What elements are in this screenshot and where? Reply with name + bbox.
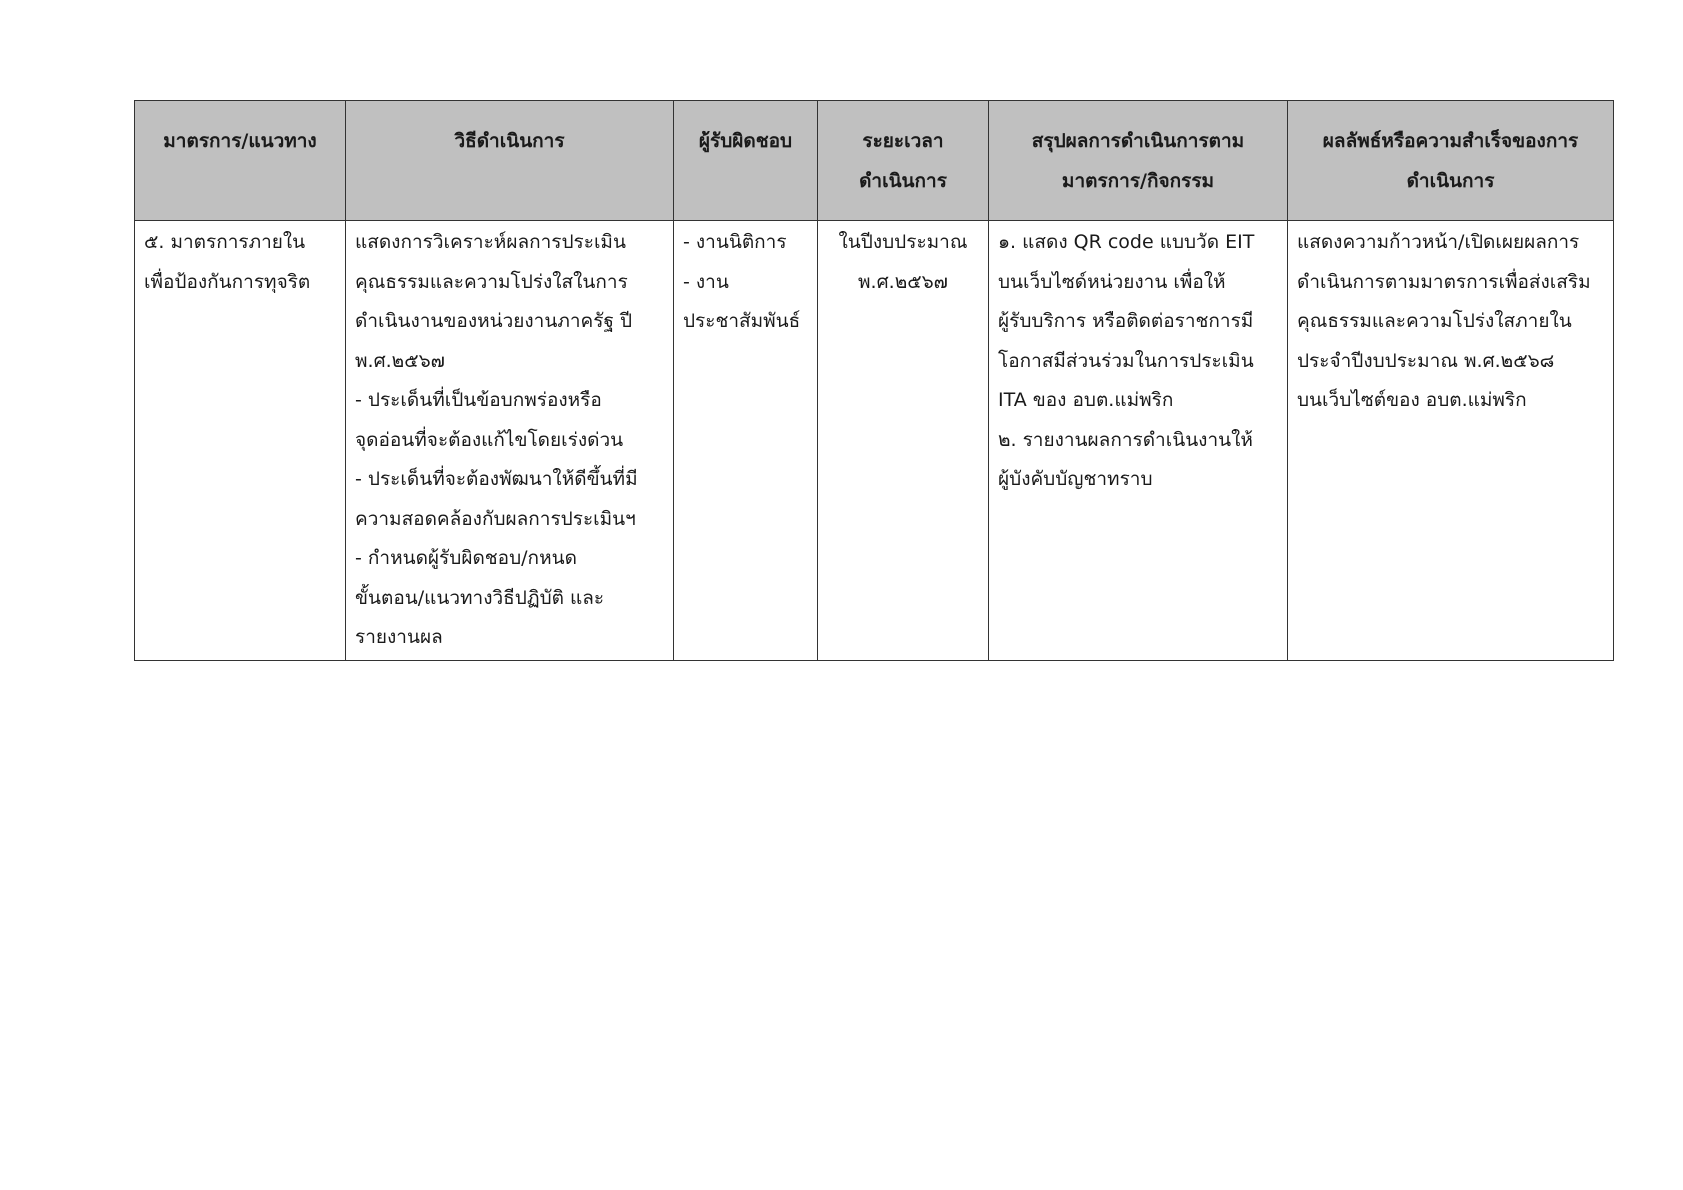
header-method: วิธีดำเนินการ <box>346 101 674 221</box>
cell-summary: ๑. แสดง QR code แบบวัด EIT บนเว็บไซด์หน่วยงาน เพื่อให้ ผู้รับบริการ หรือติดต่อราชการมี โอกาสมีส่วนร่วมในการประเมิน ITA ของ อบต.แม่พริก ๒. รายงานผลการดำเนินงานให้ ผู้บังคับบัญชาทราบ <box>989 221 1288 661</box>
header-period: ระยะเวลา ดำเนินการ <box>818 101 989 221</box>
measures-table <box>134 100 1614 661</box>
cell-responsible: - งานนิติการ - งาน ประชาสัมพันธ์ <box>674 221 818 661</box>
header-measure: มาตรการ/แนวทาง <box>135 101 346 221</box>
cell-method: แสดงการวิเคราะห์ผลการประเมิน คุณธรรมและความโปร่งใสในการ ดำเนินงานของหน่วยงานภาครัฐ ปี พ.ศ.๒๕๖๗ - ประเด็นที่เป็นข้อบกพร่องหรือ จุดอ่อนที่จะต้องแก้ไขโดยเร่งด่วน - ประเด็นที่จะต้องพัฒนาให้ดีขึ้นที่มี ความสอดคล้องกับผลการประเมินฯ - กำหนดผู้รับผิดชอบ/กหนด ขั้นตอน/แนวทางวิธีปฏิบัติ และ รายงานผล <box>346 221 674 661</box>
table-header-row <box>135 101 1614 221</box>
header-result: ผลลัพธ์หรือความสำเร็จของการ ดำเนินการ <box>1288 101 1614 221</box>
cell-period: ในปีงบประมาณ พ.ศ.๒๕๖๗ <box>818 221 989 661</box>
cell-result: แสดงความก้าวหน้า/เปิดเผยผลการ ดำเนินการตามมาตรการเพื่อส่งเสริม คุณธรรมและความโปร่งใสภายใน ประจำปีงบประมาณ พ.ศ.๒๕๖๘ บนเว็บไซต์ของ อบต.แม่พริก <box>1288 221 1614 661</box>
header-summary: สรุปผลการดำเนินการตาม มาตรการ/กิจกรรม <box>989 101 1288 221</box>
cell-measure: ๕. มาตรการภายใน เพื่อป้องกันการทุจริต <box>135 221 346 661</box>
table-row <box>135 221 1614 661</box>
header-responsible: ผู้รับผิดชอบ <box>674 101 818 221</box>
